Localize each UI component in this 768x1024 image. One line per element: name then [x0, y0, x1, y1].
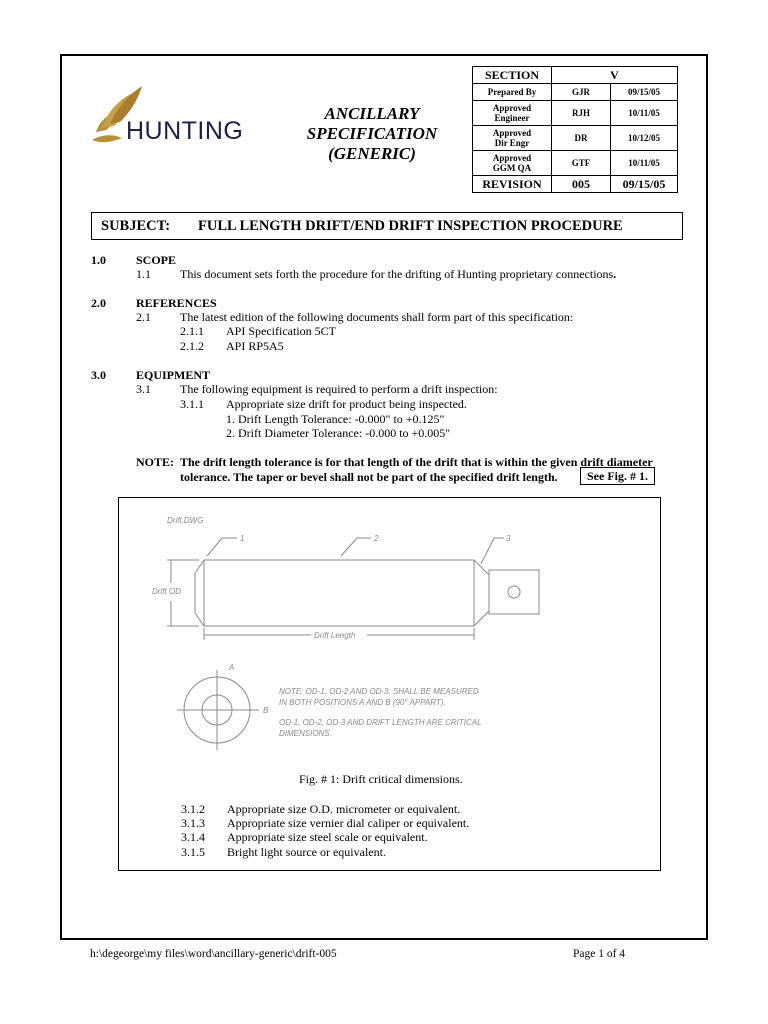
- drift-end-view: [177, 670, 259, 750]
- footer-file-path: h:\degeorge\my files\word\ancillary-generic\drift-005: [90, 948, 337, 960]
- references-item-number: 2.1: [136, 310, 151, 324]
- callout-3: 3: [506, 534, 511, 543]
- approved-dir-engr-initials: DR: [552, 126, 611, 151]
- equipment-item-number: 3.1.3: [181, 816, 205, 830]
- note-line-1: The drift length tolerance is for that length of the drift that is within the given drift diameter: [180, 455, 653, 469]
- references-number: 2.0: [91, 296, 106, 310]
- scope-heading: SCOPE: [136, 253, 177, 267]
- equipment-sub-number: 3.1.1: [180, 397, 204, 411]
- figure-note-line-3: OD-1, OD-2, OD-3 AND DRIFT LENGTH ARE CRITICAL: [279, 718, 482, 727]
- subject-text: FULL LENGTH DRIFT/END DRIFT INSPECTION PROCEDURE: [198, 218, 623, 234]
- title-line-1: ANCILLARY: [324, 104, 420, 123]
- approved-qa-label: Approved GGM QA: [473, 151, 552, 176]
- note-line-2: tolerance. The taper or bevel shall not be part of the specified drift length.: [180, 470, 558, 484]
- figure-box: [118, 497, 661, 871]
- callout-2: 2: [374, 534, 379, 543]
- approved-qa-initials: GTF: [552, 151, 611, 176]
- equipment-item-text: Bright light source or equivalent.: [227, 845, 386, 859]
- scope-item-text: This document sets forth the procedure for the drifting of Hunting proprietary connections.: [180, 267, 617, 281]
- equipment-item-text: Appropriate size O.D. micrometer or equivalent.: [227, 802, 461, 816]
- revision-label: REVISION: [473, 176, 552, 193]
- figure-note-line-2: IN BOTH POSITIONS A AND B (90° APPART).: [279, 698, 446, 707]
- prepared-by-label: Prepared By: [473, 84, 552, 101]
- reference-text: API RP5A5: [226, 339, 284, 353]
- equipment-number: 3.0: [91, 368, 106, 382]
- drift-side-view: [195, 560, 539, 626]
- position-b-label: B: [263, 706, 269, 715]
- figure-note-line-1: NOTE: OD-1, OD-2 AND OD-3, SHALL BE MEASURED: [279, 687, 479, 696]
- prepared-by-initials: GJR: [552, 84, 611, 101]
- tolerance-diameter: 2. Drift Diameter Tolerance: -0.000 to +0.005": [226, 426, 451, 440]
- approval-table: [472, 66, 678, 193]
- drift-length-label: Drift Length: [314, 631, 356, 640]
- approved-qa-date: 10/11/05: [611, 151, 678, 176]
- company-logo: [88, 84, 278, 164]
- equipment-item-number: 3.1: [136, 382, 151, 396]
- subject-box: [91, 212, 683, 240]
- equipment-item-number: 3.1.2: [181, 802, 205, 816]
- references-heading: REFERENCES: [136, 296, 217, 310]
- figure-note-line-4: DIMENSIONS.: [279, 729, 332, 738]
- approved-dir-engr-label: Approved Dir Engr: [473, 126, 552, 151]
- reference-number: 2.1.2: [180, 339, 204, 353]
- figure-reference: See Fig. # 1.: [580, 467, 655, 485]
- scope-item-number: 1.1: [136, 267, 151, 281]
- revision-date: 09/15/05: [611, 176, 678, 193]
- note-label: NOTE:: [136, 455, 175, 469]
- equipment-item-text: Appropriate size steel scale or equivalent.: [227, 830, 428, 844]
- revision-value: 005: [552, 176, 611, 193]
- equipment-item-number: 3.1.4: [181, 830, 205, 844]
- approved-dir-engr-date: 10/12/05: [611, 126, 678, 151]
- equipment-item-text: The following equipment is required to perform a drift inspection:: [180, 382, 498, 396]
- approved-engineer-date: 10/11/05: [611, 101, 678, 126]
- tolerance-length: 1. Drift Length Tolerance: -0.000" to +0.125": [226, 412, 445, 426]
- drawing-file-label: Drift.DWG: [167, 516, 204, 525]
- title-line-3: (GENERIC): [328, 144, 416, 163]
- position-a-label: A: [229, 663, 235, 672]
- subject-label: SUBJECT:: [101, 218, 171, 234]
- equipment-item-text: Appropriate size vernier dial caliper or equivalent.: [227, 816, 470, 830]
- document-title: [292, 104, 452, 164]
- company-name: HUNTING: [126, 117, 244, 145]
- section-label: SECTION: [473, 67, 552, 84]
- prepared-by-date: 09/15/05: [611, 84, 678, 101]
- scope-number: 1.0: [91, 253, 106, 267]
- footer-page-number: Page 1 of 4: [573, 948, 626, 960]
- equipment-item-number: 3.1.5: [181, 845, 205, 859]
- equipment-sub-text: Appropriate size drift for product being inspected.: [226, 397, 467, 411]
- title-line-2: SPECIFICATION: [306, 124, 438, 143]
- approved-engineer-label: Approved Engineer: [473, 101, 552, 126]
- drift-od-label: Drift OD: [152, 587, 181, 596]
- references-item-text: The latest edition of the following documents shall form part of this specification:: [180, 310, 574, 324]
- reference-number: 2.1.1: [180, 324, 204, 338]
- figure-caption: Fig. # 1: Drift critical dimensions.: [299, 772, 463, 786]
- equipment-heading: EQUIPMENT: [136, 368, 211, 382]
- reference-text: API Specification 5CT: [226, 324, 336, 338]
- section-value: V: [552, 67, 678, 84]
- callout-1: 1: [240, 534, 245, 543]
- approved-engineer-initials: RJH: [552, 101, 611, 126]
